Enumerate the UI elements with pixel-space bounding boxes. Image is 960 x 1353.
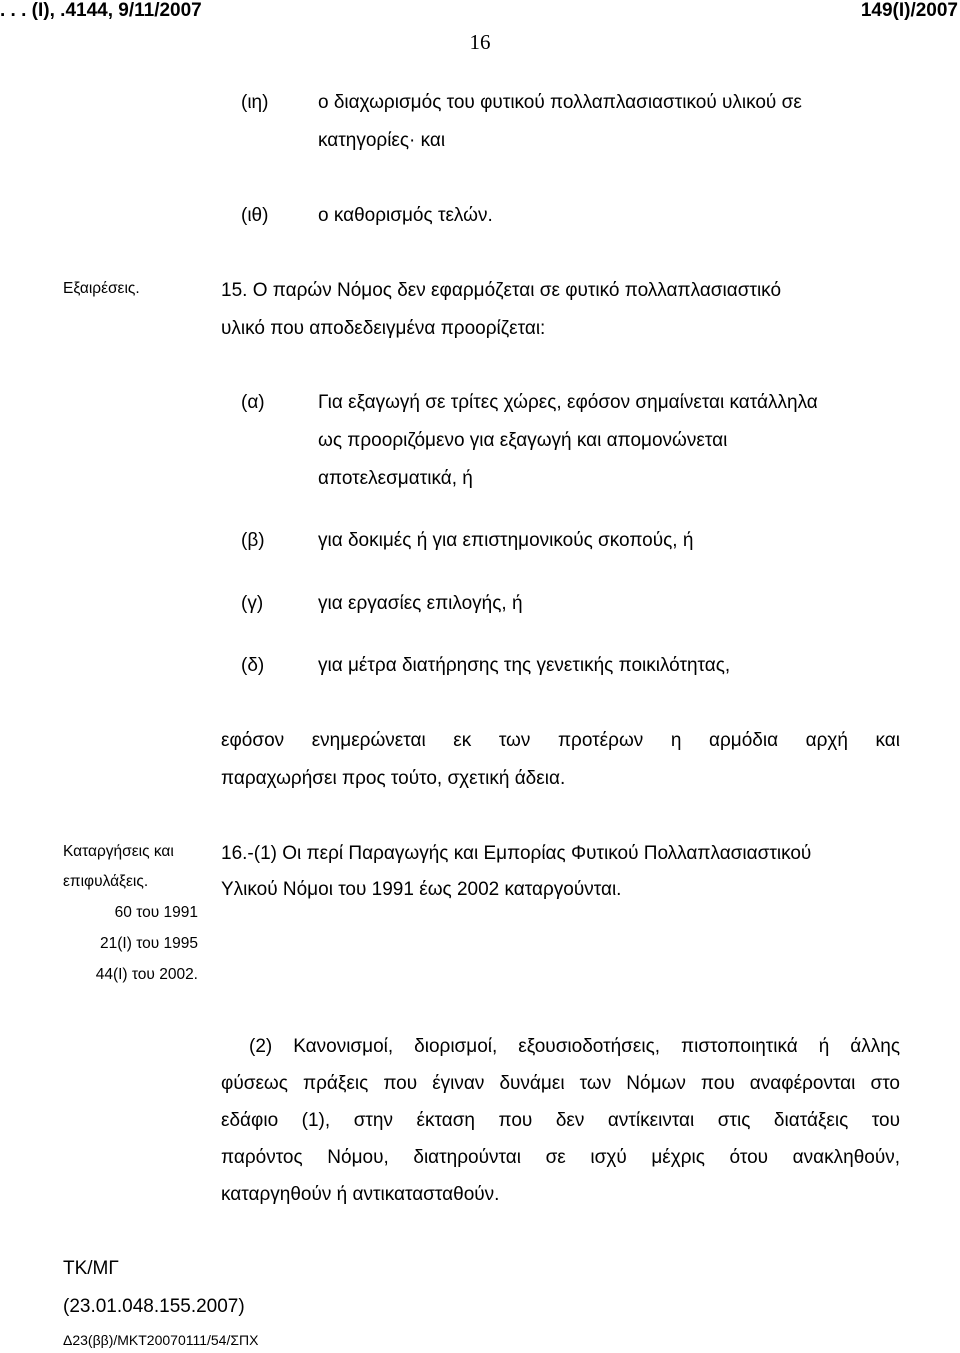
footer-code: Δ23(ββ)/ΜΚΤ20070111/54/ΣΠΧ: [63, 1332, 259, 1348]
section16-p1-line1: 16.-(1) Οι περί Παραγωγής και Εμπορίας Φυτικού Πολλαπλασιαστικού: [221, 843, 812, 864]
footer-initials: ΤΚ/ΜΓ: [63, 1258, 119, 1279]
section15-line1: 15. Ο παρών Νόμος δεν εφαρμόζεται σε φυτικό πολλαπλασιαστικό: [221, 280, 782, 301]
item-label-d: (δ): [241, 655, 265, 676]
section16-p2-line1: (2) Κανονισμοί, διορισμοί, εξουσιοδοτήσεις, πιστοποιητικά ή άλλης: [249, 1036, 900, 1057]
side-note-exceptions: Εξαιρέσεις.: [63, 280, 140, 297]
header-left: . . . (Ι), .4144, 9/11/2007: [0, 0, 202, 21]
item-label-ih: (ιη): [241, 92, 269, 113]
page-number: 16: [469, 30, 491, 54]
item-text-g: για εργασίες επιλογής, ή: [318, 593, 523, 614]
item-label-ith: (ιθ): [241, 205, 269, 226]
section15-line2: υλικό που αποδεδειγμένα προορίζεται:: [221, 318, 546, 339]
side-title-repeals-2: επιφυλάξεις.: [63, 873, 149, 890]
item-text-b: για δοκιμές ή για επιστημονικούς σκοπούς, ή: [318, 530, 694, 551]
section16-p1-line2: Υλικού Νόμοι του 1991 έως 2002 καταργούνται.: [221, 879, 622, 900]
footer-file-number: (23.01.048.155.2007): [63, 1296, 245, 1317]
header-right: 149(Ι)/2007: [860, 0, 958, 21]
section16-p2-line4: παρόντος Νόμου, διατηρούνται σε ισχύ μέχρις ότου ανακληθούν,: [221, 1147, 900, 1168]
side-title-repeals-1: Καταργήσεις και: [63, 843, 174, 860]
item-text-a-line1: Για εξαγωγή σε τρίτες χώρες, εφόσον σημαίνεται κατάλληλα: [318, 392, 818, 413]
section16-p2-line3: εδάφιο (1), στην έκταση που δεν αντίκεινται στις διατάξεις του: [221, 1110, 900, 1131]
item-text-ih-line1: ο διαχωρισμός του φυτικού πολλαπλασιαστικού υλικού σε: [318, 92, 802, 113]
item-text-ih-line2: κατηγορίες· και: [318, 130, 446, 151]
side-ref-2: 21(Ι) του 1995: [100, 935, 198, 952]
item-text-ith: ο καθορισμός τελών.: [318, 205, 493, 226]
item-text-d: για μέτρα διατήρησης της γενετικής ποικιλότητας,: [318, 655, 731, 676]
item-text-a-line3: αποτελεσματικά, ή: [318, 468, 473, 489]
side-ref-3: 44(Ι) του 2002.: [95, 966, 198, 983]
side-ref-1: 60 του 1991: [114, 904, 198, 921]
item-label-b: (β): [241, 530, 265, 551]
section16-p2-line5: καταργηθούν ή αντικατασταθούν.: [221, 1184, 500, 1205]
section15-tail-line1: εφόσον ενημερώνεται εκ των προτέρων η αρμόδια αρχή και: [221, 730, 900, 751]
item-label-a: (α): [241, 392, 265, 413]
section15-tail-line2: παραχωρήσει προς τούτο, σχετική άδεια.: [221, 768, 566, 789]
section16-p2-line2: φύσεως πράξεις που έγιναν δυνάμει των Νόμων που αναφέρονται στο: [221, 1073, 900, 1094]
item-text-a-line2: ως προοριζόμενο για εξαγωγή και απομονώνεται: [318, 430, 728, 451]
item-label-g: (γ): [241, 593, 264, 614]
